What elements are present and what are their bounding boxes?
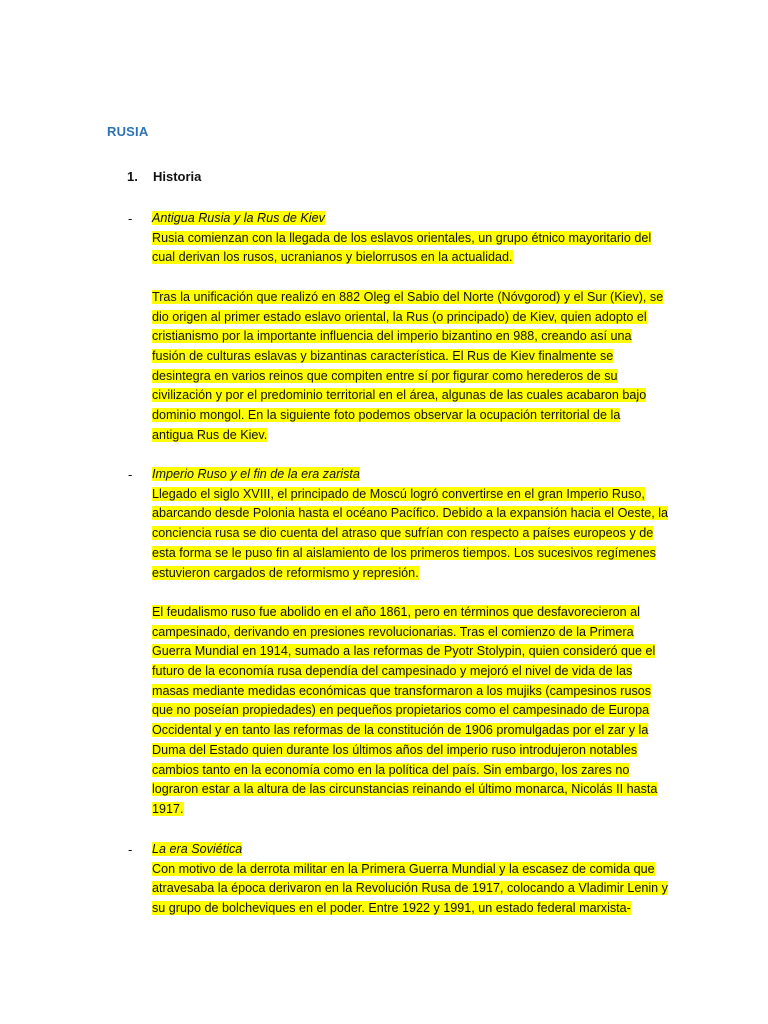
highlighted-text: su grupo de bolcheviques en el poder. Entre 1922 y 1991, un estado federal marxista- — [152, 901, 631, 916]
paragraph — [152, 860, 668, 919]
paragraph-line — [152, 288, 668, 308]
highlighted-text: antigua Rus de Kiev. — [152, 427, 268, 442]
highlighted-text: futuro de la economía rusa dependía del campesinado y mejoró el nivel de vida de las — [152, 664, 633, 679]
heading-number: 1. — [127, 169, 138, 184]
paragraph-line — [152, 544, 668, 564]
highlighted-text: que no poseían propiedades) en pequeños propietarios como el campesinado de Europa — [152, 703, 650, 718]
highlighted-text: masas mediante medidas económicas que transformaron a los mujiks (campesinos rusos — [152, 683, 652, 698]
paragraph-line — [152, 860, 668, 880]
highlighted-text: conciencia rusa se dio cuenta del atraso que sufrían con respecto a países europeos y de — [152, 526, 654, 541]
paragraph-line — [152, 485, 668, 505]
paragraph-line — [152, 800, 668, 820]
highlighted-text: Duma del Estado quien durante los últimos años del imperio ruso introdujeron notables — [152, 742, 638, 757]
paragraph-line — [152, 327, 668, 347]
highlighted-text: desintegra en varios reinos que compiten entre sí por figurar como herederos de su — [152, 368, 618, 383]
highlighted-text: campesinado, derivando en presiones revolucionarias. Tras el comienzo de la Primera — [152, 624, 634, 639]
paragraph — [152, 485, 668, 584]
section-content — [152, 465, 668, 820]
highlighted-text: cambios tanto en la economía como en la política del país. Sin embargo, los zares no — [152, 762, 630, 777]
section-content — [152, 840, 668, 919]
highlighted-text: Rusia comienzan con la llegada de los eslavos orientales, un grupo étnico mayoritario del — [152, 230, 652, 245]
paragraph-line — [152, 761, 668, 781]
paragraph-line — [152, 623, 668, 643]
highlighted-text: dominio mongol. En la siguiente foto podemos observar la ocupación territorial de la — [152, 408, 621, 423]
paragraph-line — [152, 367, 668, 387]
bullet-marker: - — [128, 467, 133, 482]
history-section — [128, 840, 668, 919]
history-section — [128, 209, 668, 445]
paragraph-line — [152, 524, 668, 544]
paragraph-line — [152, 347, 668, 367]
highlighted-text: cristianismo por la importante influencia del imperio bizantino en 988, creando así una — [152, 329, 632, 344]
paragraph — [152, 288, 668, 446]
section-subtitle — [152, 209, 668, 229]
paragraph-line — [152, 899, 668, 919]
highlighted-text: 1917. — [152, 801, 184, 816]
paragraph-line — [152, 682, 668, 702]
paragraph-line — [152, 701, 668, 721]
section-subtitle-text: Imperio Ruso y el fin de la era zarista — [152, 467, 360, 481]
section-subtitle-text: Antigua Rusia y la Rus de Kiev — [152, 211, 325, 225]
highlighted-text: Llegado el siglo XVIII, el principado de Moscú logró convertirse en el gran Imperio Ruso, — [152, 486, 645, 501]
paragraph-line — [152, 248, 668, 268]
highlighted-text: dio origen al primer estado eslavo oriental, la Rus (o principado) de Kiev, quien adopto el — [152, 309, 647, 324]
bullet-marker: - — [128, 211, 133, 226]
highlighted-text: fusión de culturas eslavas y bizantinas característica. El Rus de Kiev finalmente se — [152, 348, 614, 363]
highlighted-text: civilización y por el predominio territorial en el área, algunas de las cuales acabaron bajo — [152, 388, 647, 403]
highlighted-text: atravesaba la época derivaron en la Revolución Rusa de 1917, colocando a Vladimir Lenin y — [152, 881, 668, 896]
paragraph-line — [152, 741, 668, 761]
paragraph-line — [152, 308, 668, 328]
highlighted-text: lograron estar a la altura de las circunstancias reinando el último monarca, Nicolás II hasta — [152, 782, 658, 797]
highlighted-text: El feudalismo ruso fue abolido en el año 1861, pero en términos que desfavorecieron al — [152, 604, 640, 619]
section-subtitle-text: La era Soviética — [152, 842, 243, 856]
paragraph-line — [152, 780, 668, 800]
heading-text: Historia — [153, 169, 202, 184]
paragraph-line — [152, 229, 668, 249]
highlighted-text: abarcando desde Polonia hasta el océano Pacífico. Debido a la expansión hacia el Oeste, la — [152, 506, 668, 521]
paragraph-line — [152, 426, 668, 446]
paragraph-line — [152, 406, 668, 426]
paragraph-line — [152, 386, 668, 406]
highlighted-text: Occidental y en tanto las reformas de la constitución de 1906 promulgadas por el zar y la — [152, 723, 649, 738]
bullet-marker: - — [128, 842, 133, 857]
section-heading — [127, 169, 201, 184]
paragraph-line — [152, 642, 668, 662]
paragraph-line — [152, 504, 668, 524]
section-subtitle — [152, 840, 668, 860]
paragraph-line — [152, 603, 668, 623]
paragraph-line — [152, 879, 668, 899]
highlighted-text: Tras la unificación que realizó en 882 Oleg el Sabio del Norte (Nóvgorod) y el Sur (Kiev), se — [152, 289, 664, 304]
highlighted-text: cual derivan los rusos, ucranianos y bielorrusos en la actualidad. — [152, 250, 513, 265]
document-title: RUSIA — [107, 124, 149, 139]
highlighted-text: estuvieron cargados de reformismo y represión. — [152, 565, 419, 580]
paragraph — [152, 603, 668, 820]
paragraph-line — [152, 564, 668, 584]
highlighted-text: Con motivo de la derrota militar en la Primera Guerra Mundial y la escasez de comida que — [152, 861, 655, 876]
paragraph — [152, 229, 668, 268]
section-content — [152, 209, 668, 445]
paragraph-spacer — [152, 268, 668, 288]
paragraph-spacer — [152, 583, 668, 603]
highlighted-text: Guerra Mundial en 1914, sumado a las reformas de Pyotr Stolypin, quien consideró que el — [152, 644, 656, 659]
history-section — [128, 465, 668, 820]
section-subtitle — [152, 465, 668, 485]
highlighted-text: esta forma se le puso fin al aislamiento de los primeros tiempos. Los sucesivos regímenes — [152, 545, 656, 560]
paragraph-line — [152, 721, 668, 741]
paragraph-line — [152, 662, 668, 682]
